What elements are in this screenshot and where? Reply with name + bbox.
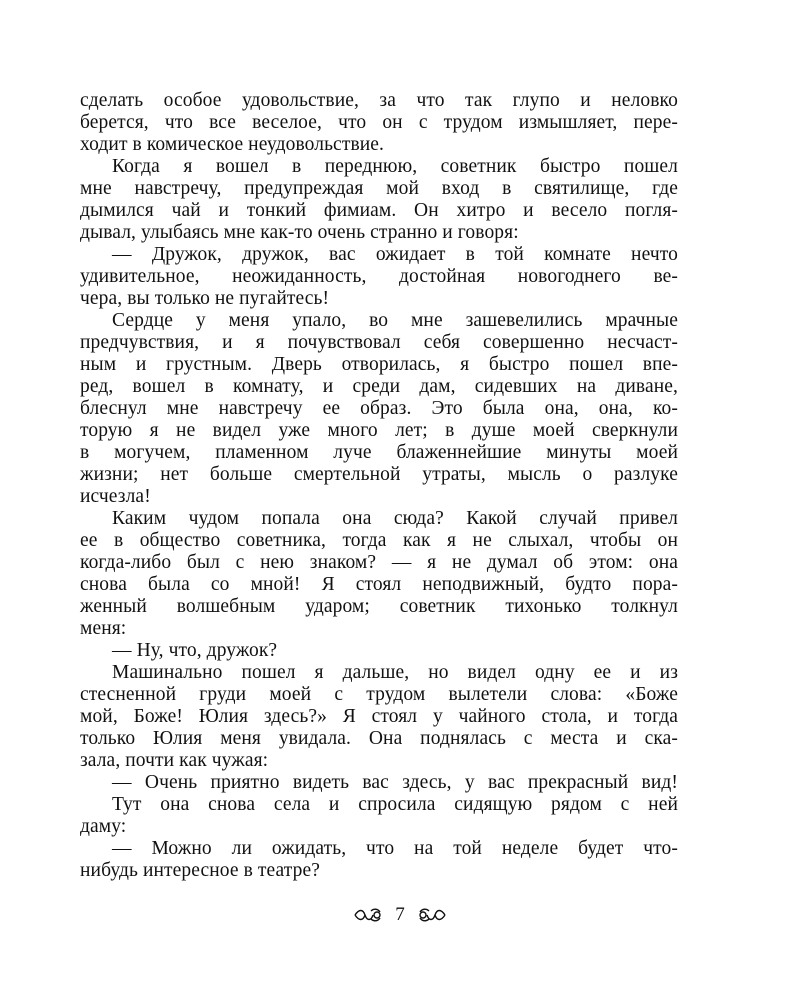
text-line: снова была со мной! Я стоял неподвижный, будто пора- <box>80 574 678 595</box>
text-line: исчезла! <box>80 486 151 507</box>
text-line: предчувствия, и я почувствовал себя совершенно несчаст- <box>80 332 678 353</box>
text-line: торую я не видел уже много лет; в душе моей сверкнули <box>80 420 678 441</box>
text-line: берется, что все веселое, что он с трудом измышляет, пере- <box>80 112 678 133</box>
text-line: — Можно ли ожидать, что на той неделе будет что- <box>112 838 678 859</box>
text-line: когда-либо был с нею знаком? — я не думал об этом: она <box>80 552 678 573</box>
text-line: ным и грустным. Дверь отворилась, я быстро пошел впе- <box>80 354 678 375</box>
page-footer <box>0 903 800 927</box>
text-line: жизни; нет больше смертельной утраты, мысль о разлуке <box>80 464 678 485</box>
text-line: женный волшебным ударом; советник тихонько толкнул <box>80 596 678 617</box>
text-line: в могучем, пламенном луче блаженнейшие минуты моей <box>80 442 678 463</box>
text-line: стесненной груди моей с трудом вылетели слова: «Боже <box>80 684 678 705</box>
text-line: меня: <box>80 618 127 639</box>
text-line: — Очень приятно видеть вас здесь, у вас прекрасный вид! <box>112 772 678 793</box>
text-line: дымился чай и тонкий фимиам. Он хитро и весело погля- <box>80 200 678 221</box>
page-number: 7 <box>395 904 405 925</box>
text-line: сделать особое удовольствие, за что так глупо и неловко <box>80 90 678 111</box>
ornament-right-icon <box>417 907 447 923</box>
ornament-left-icon <box>353 907 383 923</box>
text-line: нибудь интересное в театре? <box>80 860 320 881</box>
book-page-text <box>80 90 678 882</box>
text-line: Машинально пошел я дальше, но видел одну ее и из <box>112 662 678 683</box>
text-line: ходит в комическое неудовольствие. <box>80 134 385 155</box>
text-line: ред, вошел в комнату, и среди дам, сидевших на диване, <box>80 376 678 397</box>
text-line: Когда я вошел в переднюю, советник быстро пошел <box>112 156 678 177</box>
text-line: — Дружок, дружок, вас ожидает в той комнате нечто <box>112 244 678 265</box>
text-line: Каким чудом попала она сюда? Какой случай привел <box>112 508 678 529</box>
text-line: мой, Боже! Юлия здесь?» Я стоял у чайного стола, и тогда <box>80 706 678 727</box>
text-line: зала, почти как чужая: <box>80 750 269 771</box>
text-line: даму: <box>80 816 127 837</box>
text-line: Тут она снова села и спросила сидящую рядом с ней <box>112 794 678 815</box>
text-line: блеснул мне навстречу ее образ. Это была она, она, ко- <box>80 398 678 419</box>
text-line: удивительное, неожиданность, достойная новогоднего ве- <box>80 266 678 287</box>
text-line: мне навстречу, предупреждая мой вход в святилище, где <box>80 178 678 199</box>
text-line: — Ну, что, дружок? <box>112 640 278 661</box>
text-line: Сердце у меня упало, во мне зашевелились мрачные <box>112 310 678 331</box>
text-line: чера, вы только не пугайтесь! <box>80 288 330 309</box>
text-line: ее в общество советника, тогда как я не слыхал, чтобы он <box>80 530 678 551</box>
text-line: дывал, улыбаясь мне как-то очень странно и говоря: <box>80 222 519 243</box>
text-line: только Юлия меня увидала. Она поднялась с места и ска- <box>80 728 678 749</box>
